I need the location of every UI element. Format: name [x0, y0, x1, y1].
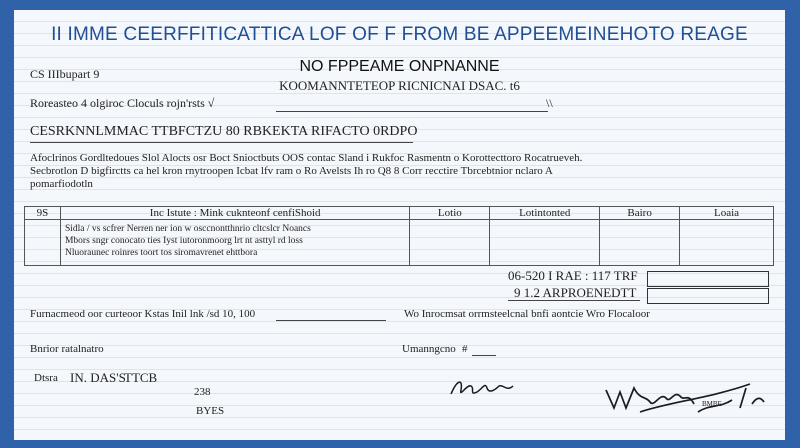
right-signatory-label: Umanngcno	[402, 343, 456, 355]
left-statement-rule	[276, 320, 386, 321]
left-signatory-label: Bnrior ratalnatro	[30, 343, 104, 355]
table-header: Lotio	[410, 207, 490, 220]
table-cell	[680, 220, 774, 266]
signature-left-icon	[447, 372, 517, 404]
table-cell-description	[60, 220, 409, 266]
date-value: IN. DAS'S	[70, 370, 126, 385]
description-line: Mbors sngr conocato ties Iyst iutoronmoorg lrt nt asttyl rd loss	[64, 236, 303, 246]
right-statement: Wo Inrocmsat orrmsteelcnal bnfi aontcie Wro Flocaloor	[404, 308, 650, 320]
code-2: BYES	[196, 405, 225, 417]
date-suffix: TTCB	[124, 370, 158, 385]
totals-rule	[508, 300, 640, 301]
paragraph-line-2: Secbrotlon D bigfirctts ca hel kron rnytroopen Icbat lfv ram o Ro Avelsts Ih ro Q8 8 Corr recctire Tbrcebtnior nclaro A	[30, 165, 553, 177]
declaration-fill-line	[276, 111, 548, 112]
signature-right-icon	[600, 378, 770, 426]
table-header: Loaia	[680, 207, 774, 220]
right-signatory-rule	[472, 355, 496, 356]
paragraph-line-3: pomarfiodotln	[30, 178, 93, 190]
description-line: Sidla / vs scfrer Nerren ner ion w osccnontthnrio cltcslcr Noancs	[64, 224, 311, 234]
table-header: Inc Istute : Mink cuknteonf cenfiShoid	[60, 207, 409, 220]
total-box-2	[647, 288, 769, 304]
date-label: Dtsra	[34, 372, 58, 384]
signature-note: BMBE	[702, 400, 722, 408]
document-subtitle: NO FPPEAME ONPNANNE	[299, 58, 500, 75]
table-header: Lotintonted	[490, 207, 600, 220]
table-header: 9S	[25, 207, 61, 220]
table-header: Bairo	[600, 207, 680, 220]
declaration-mark: \\	[546, 96, 553, 110]
document-subtitle-secondary: KOOMANNTETEOP RICNICNAI DSAC. t6	[279, 78, 520, 93]
paragraph-line-1: Afoclrinos Gordltedoues Slol Alocts osr Boct Snioctbuts OOS contac Sland i Rukfoc Rasmentn o Korottecttoro Rocatrueveh.	[30, 152, 583, 164]
reference-label: CS IIIbupart 9	[30, 67, 100, 81]
left-statement: Furnacmeod oor curteoor Kstas Inil lnk /sd 10, 100	[30, 308, 256, 320]
certificate-document	[14, 10, 785, 440]
table-cell	[600, 220, 680, 266]
section-heading: CESRKNNLMMAC TTBFCTZU 80 RBKEKTA RIFACTO 0RDPO	[30, 124, 418, 139]
document-title: II IMME CEERFFITICATTICA LOF OF F FROM BE APPEEMEINEHOTO REAGE	[51, 24, 748, 45]
total-line-1: 06-520 I RAE : 117 TRF	[508, 268, 638, 283]
table-cell	[490, 220, 600, 266]
table-row	[25, 220, 774, 266]
right-signatory-mark: #	[462, 343, 468, 355]
items-table	[24, 206, 774, 266]
total-line-2: 9 1.2 ARPROENEDTT	[514, 285, 637, 300]
code-1: 238	[194, 386, 211, 398]
total-box-1	[647, 271, 769, 287]
table-header-row	[25, 207, 774, 220]
declaration-line: Roreasteo 4 olgiroc Cloculs rojn'rsts √	[30, 96, 215, 110]
table-cell	[25, 220, 61, 266]
table-cell	[410, 220, 490, 266]
description-line: Nluoraunec roinres toort tos siromavrenet ehttbora	[64, 248, 258, 258]
section-heading-rule	[30, 142, 413, 143]
